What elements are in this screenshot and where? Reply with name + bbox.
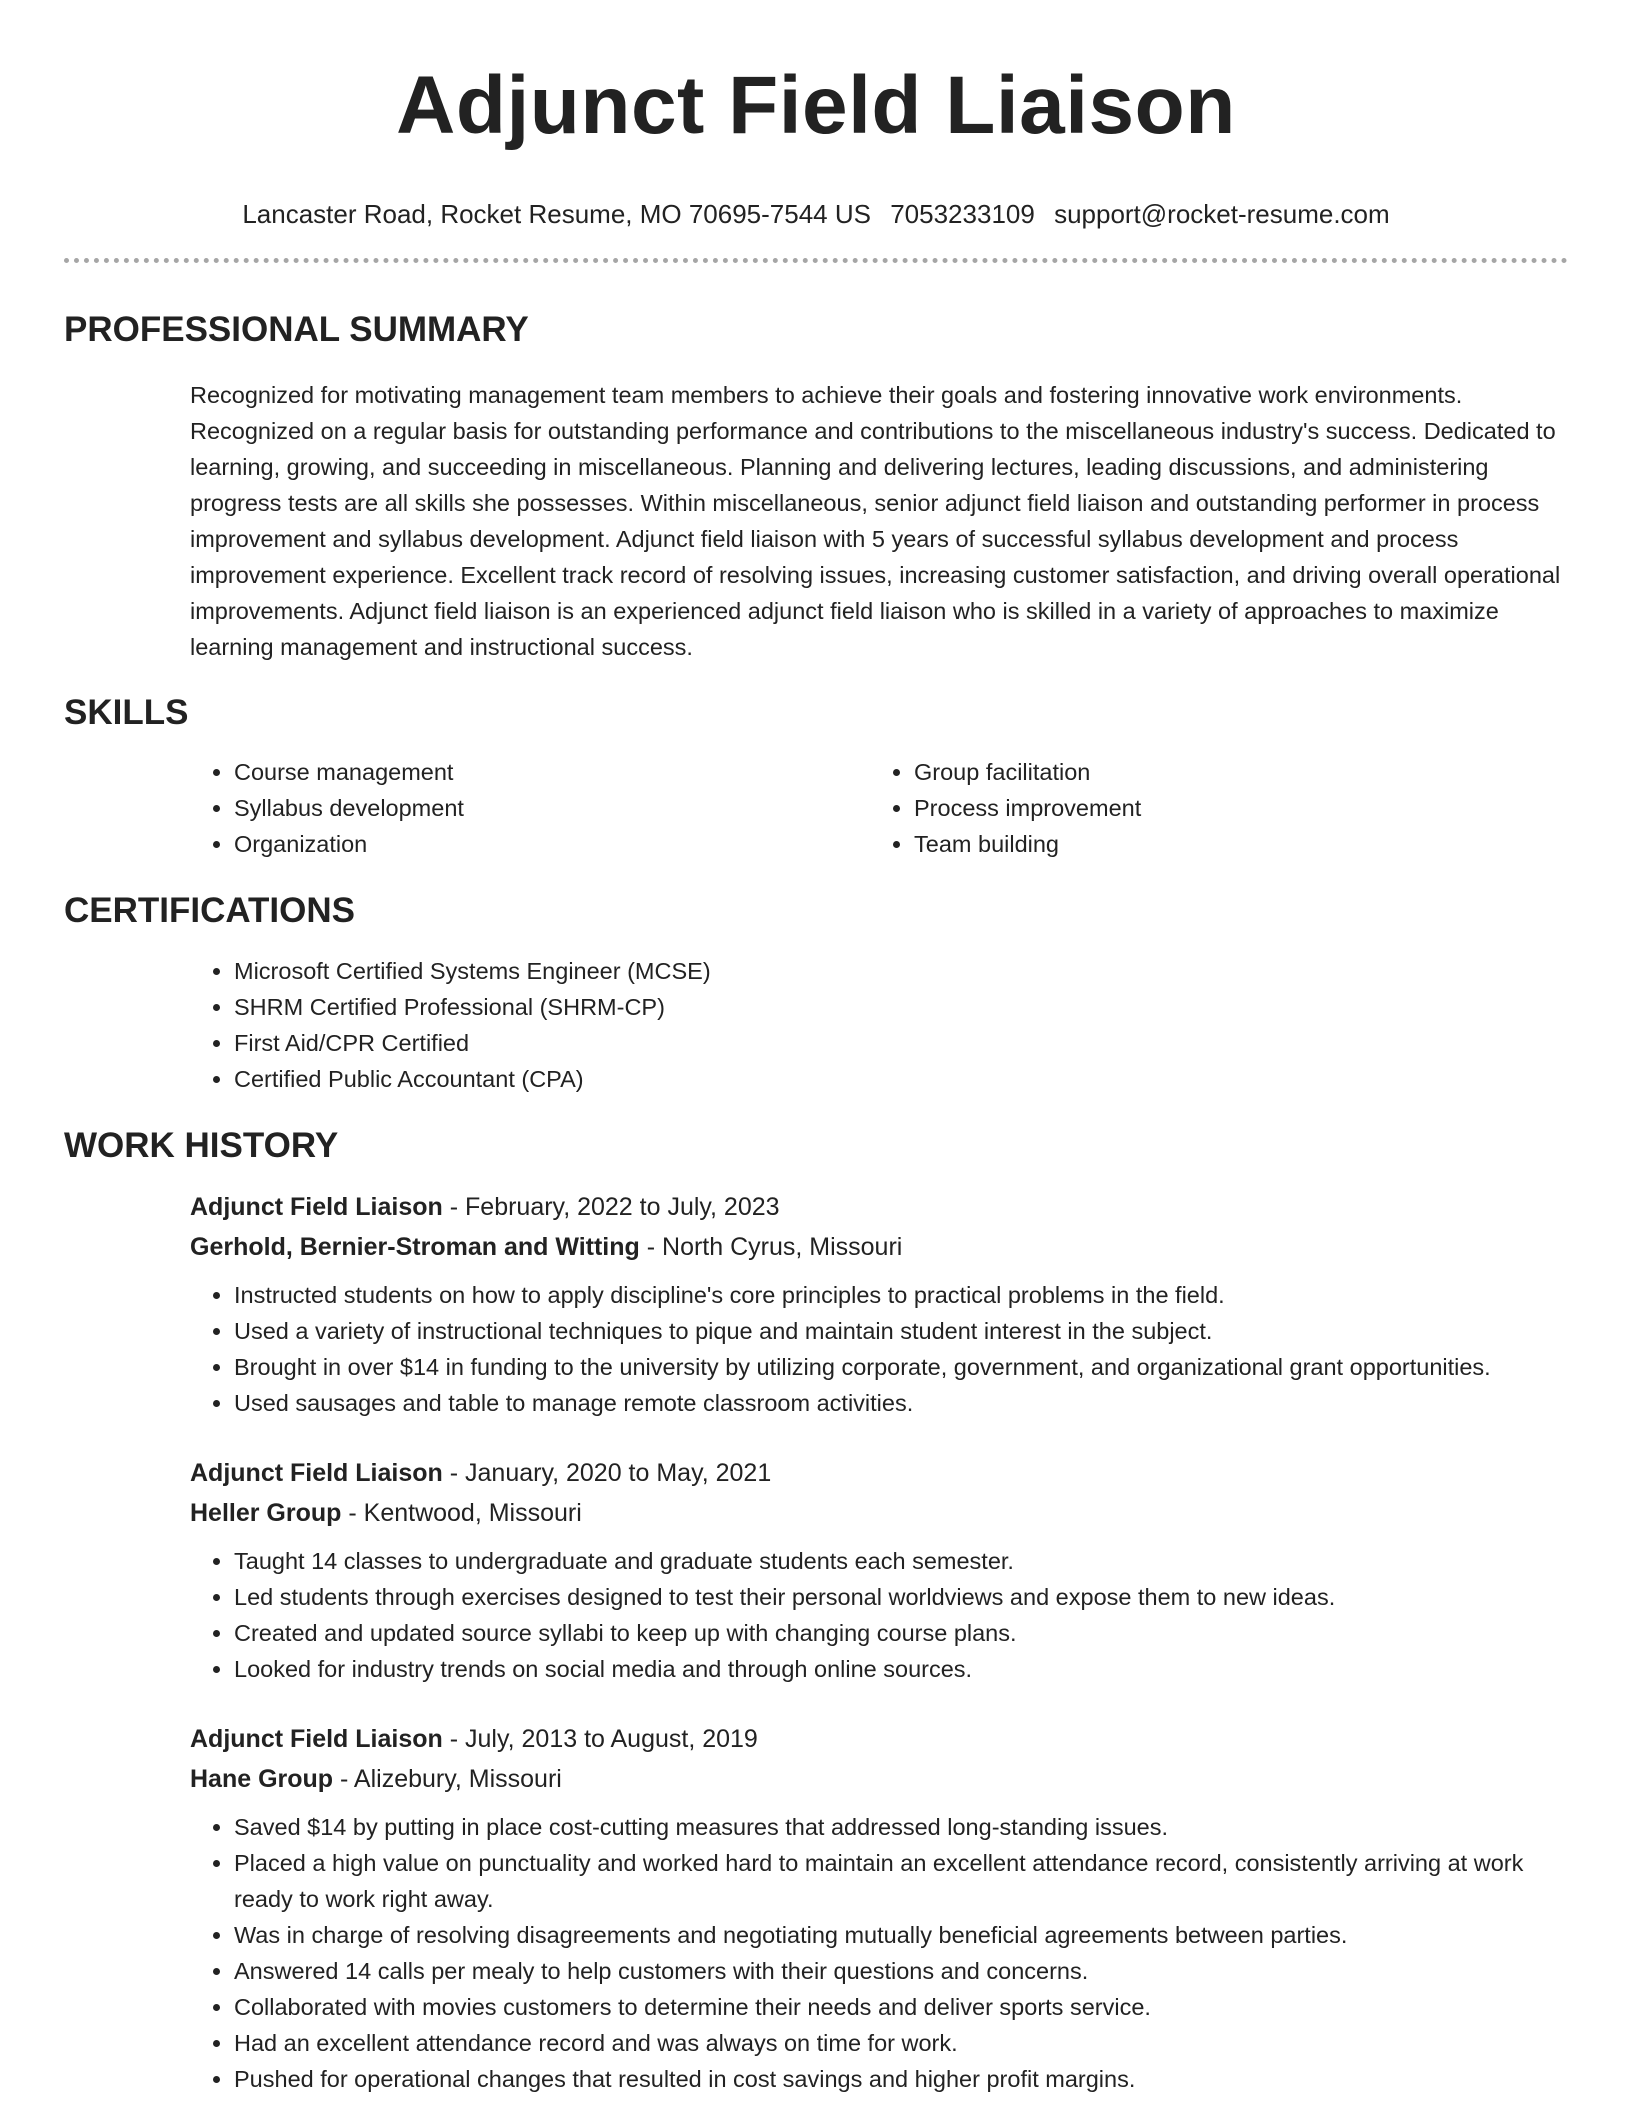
- job-entry: [190, 1719, 1568, 2097]
- skills-column-left: [190, 754, 870, 862]
- certification-item: • SHRM Certified Professional (SHRM-CP): [234, 989, 1568, 1025]
- job-location: - North Cyrus, Missouri: [639, 1233, 903, 1261]
- skill-item: • Group facilitation: [914, 754, 1550, 790]
- job-title-line: [190, 1187, 1568, 1227]
- skill-item: • Syllabus development: [234, 790, 870, 826]
- job-company: Heller Group: [190, 1499, 342, 1527]
- job-title: Adjunct Field Liaison: [190, 1725, 443, 1753]
- job-bullets: [190, 1543, 1568, 1687]
- job-entry: [190, 1187, 1568, 1421]
- job-dates: - July, 2013 to August, 2019: [442, 1725, 758, 1753]
- job-bullet: • Led students through exercises designed to test their personal worldviews and expose them to new ideas.: [234, 1579, 1568, 1615]
- skill-item: • Team building: [914, 826, 1550, 862]
- job-bullet: • Collaborated with movies customers to determine their needs and deliver sports service.: [234, 1989, 1568, 2025]
- job-bullet: • Saved $14 by putting in place cost-cutting measures that addressed long-standing issues.: [234, 1809, 1568, 1845]
- skill-item: • Process improvement: [914, 790, 1550, 826]
- job-company: Gerhold, Bernier-Stroman and Witting: [190, 1233, 640, 1261]
- certifications-bullets: [190, 953, 1568, 1097]
- skills-list-left: [190, 754, 870, 862]
- job-dates: - January, 2020 to May, 2021: [442, 1459, 772, 1487]
- job-bullet: • Had an excellent attendance record and was always on time for work.: [234, 2025, 1568, 2061]
- certification-item: • Certified Public Accountant (CPA): [234, 1061, 1568, 1097]
- summary-text: Recognized for motivating management team members to achieve their goals and fostering innovative work environments. Recognized on a regular basis for outstanding performance and contributions to the miscellaneous industry's success. Dedicated to learning, growing, and succeeding in miscellaneous. Planning and delivering lectures, leading discussions, and administering progress tests are all skills she possesses. Within miscellaneous, senior adjunct field liaison and outstanding performer in process improvement and syllabus development. Adjunct field liaison with 5 years of successful syllabus development and process improvement experience. Excellent track record of resolving issues, increasing customer satisfaction, and driving overall operational improvements. Adjunct field liaison is an experienced adjunct field liaison who is skilled in a variety of approaches to maximize learning management and instructional success.: [190, 382, 1561, 660]
- job-company-line: [190, 1227, 1568, 1267]
- section-title-summary: PROFESSIONAL SUMMARY: [64, 310, 529, 349]
- header-divider: [64, 258, 1568, 263]
- contact-line: [64, 198, 1568, 230]
- job-entry: [190, 1453, 1568, 1687]
- skill-item: • Course management: [234, 754, 870, 790]
- job-title: Adjunct Field Liaison: [190, 1459, 443, 1487]
- certification-item: • Microsoft Certified Systems Engineer (MCSE): [234, 953, 1568, 989]
- skills-grid: [190, 754, 1568, 862]
- job-location: - Alizebury, Missouri: [333, 1765, 562, 1793]
- job-company: Hane Group: [190, 1765, 334, 1793]
- job-title-line: [190, 1453, 1568, 1493]
- job-bullet: • Used a variety of instructional techniques to pique and maintain student interest in the subject.: [234, 1313, 1568, 1349]
- contact-email: support@rocket-resume.com: [1054, 199, 1390, 229]
- skills-column-right: [870, 754, 1550, 862]
- job-bullet: • Taught 14 classes to undergraduate and graduate students each semester.: [234, 1543, 1568, 1579]
- candidate-name: Adjunct Field Liaison: [396, 60, 1236, 151]
- job-company-line: [190, 1759, 1568, 1799]
- job-bullet: • Placed a high value on punctuality and worked hard to maintain an excellent attendance record, consistently arriving at work ready to work right away.: [234, 1845, 1568, 1917]
- contact-address: Lancaster Road, Rocket Resume, MO 70695-7544 US: [242, 199, 871, 229]
- section-title-skills: SKILLS: [64, 693, 189, 732]
- certification-item: • First Aid/CPR Certified: [234, 1025, 1568, 1061]
- job-bullet: • Instructed students on how to apply discipline's core principles to practical problems in the field.: [234, 1277, 1568, 1313]
- job-bullet: • Used sausages and table to manage remote classroom activities.: [234, 1385, 1568, 1421]
- section-title-certifications: CERTIFICATIONS: [64, 891, 356, 930]
- job-title: Adjunct Field Liaison: [190, 1193, 443, 1221]
- job-location: - Kentwood, Missouri: [341, 1499, 582, 1527]
- job-bullets: [190, 1809, 1568, 2097]
- job-bullet: • Brought in over $14 in funding to the university by utilizing corporate, government, and organizational grant opportunities.: [234, 1349, 1568, 1385]
- job-bullet: • Pushed for operational changes that resulted in cost savings and higher profit margins.: [234, 2061, 1568, 2097]
- certifications-list: [190, 953, 1568, 1097]
- job-bullet: • Was in charge of resolving disagreements and negotiating mutually beneficial agreements between parties.: [234, 1917, 1568, 1953]
- job-company-line: [190, 1493, 1568, 1533]
- job-bullet: • Answered 14 calls per mealy to help customers with their questions and concerns.: [234, 1953, 1568, 1989]
- skills-list-right: [870, 754, 1550, 862]
- resume-page: [64, 0, 1568, 2097]
- job-dates: - February, 2022 to July, 2023: [442, 1193, 780, 1221]
- job-bullet: • Created and updated source syllabi to keep up with changing course plans.: [234, 1615, 1568, 1651]
- contact-phone: 7053233109: [890, 199, 1035, 229]
- job-bullets: [190, 1277, 1568, 1421]
- section-title-work-history: WORK HISTORY: [64, 1126, 339, 1165]
- skill-item: • Organization: [234, 826, 870, 862]
- job-title-line: [190, 1719, 1568, 1759]
- job-bullet: • Looked for industry trends on social media and through online sources.: [234, 1651, 1568, 1687]
